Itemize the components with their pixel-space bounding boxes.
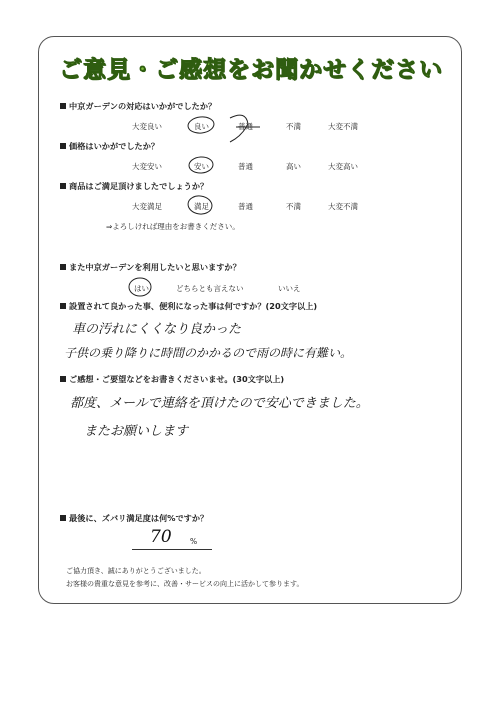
option-product-normal[interactable]: 普通 xyxy=(238,202,253,211)
option-reuse-neither[interactable]: どちらとも言えない xyxy=(176,284,244,293)
option-reuse-yes[interactable]: はい xyxy=(134,284,149,293)
question-benefit-text: 設置されて良かった事、便利になった事は何ですか？(20文字以上) xyxy=(69,301,318,311)
option-product-very-satisfied[interactable]: 大変満足 xyxy=(132,202,162,211)
footer-improvement: お客様の貴重な意見を参考に、改善・サービスの向上に活かして参ります。 xyxy=(66,580,304,588)
footer-thanks: ご協力頂き、誠にありがとうございました。 xyxy=(66,567,206,575)
option-service-good[interactable]: 良い xyxy=(194,122,209,131)
benefit-answer-line-2: 子供の乗り降りに時間のかかるので雨の時に有難い。 xyxy=(64,346,353,360)
option-price-expensive[interactable]: 高い xyxy=(286,162,301,171)
circle-mark-reuse-yes xyxy=(129,278,151,296)
option-service-normal[interactable]: 普通 xyxy=(238,122,253,131)
option-service-dissatisfied[interactable]: 不満 xyxy=(286,122,301,131)
option-service-very-good[interactable]: 大変良い xyxy=(132,122,162,131)
question-service-text: 中京ガーデンの対応はいかがでしたか？ xyxy=(69,101,217,111)
reason-note: ⇒よろしければ理由をお書きください。 xyxy=(106,222,240,231)
question-reuse-text: また中京ガーデンを利用したいと思いますか？ xyxy=(69,262,241,272)
option-service-very-dissatisfied[interactable]: 大変不満 xyxy=(328,122,358,131)
option-product-very-dissatisfied[interactable]: 大変不満 xyxy=(328,202,358,211)
question-comments-text: ご感想・ご要望などをお書きくださいませ。(30文字以上) xyxy=(69,374,285,384)
circle-mark-price-cheap xyxy=(188,156,213,174)
question-product-text: 商品はご満足頂けましたでしょうか？ xyxy=(69,181,209,191)
comments-answer-line-2: またお願いします xyxy=(84,424,189,439)
option-price-very-cheap[interactable]: 大変安い xyxy=(132,162,162,171)
survey-title: ご意見・ご感想をお聞かせください xyxy=(59,57,443,83)
option-price-very-expensive[interactable]: 大変高い xyxy=(328,162,358,171)
option-product-dissatisfied[interactable]: 不満 xyxy=(286,202,301,211)
satisfaction-answer: 70 xyxy=(150,527,172,547)
question-satisfaction-text: 最後に、ズバリ満足度は何%ですか？ xyxy=(69,513,209,523)
comments-answer-line-1: 都度、メールで連絡を頂けたので安心できました。 xyxy=(70,396,369,411)
satisfaction-unit: % xyxy=(190,537,198,546)
benefit-answer-line-1: 車の汚れにくくなり良かった xyxy=(72,322,242,337)
circle-mark-product-satisfied xyxy=(187,194,213,215)
circle-mark-service-good xyxy=(187,116,215,135)
option-reuse-no[interactable]: いいえ xyxy=(278,284,301,293)
option-price-normal[interactable]: 普通 xyxy=(238,162,253,171)
option-price-cheap[interactable]: 安い xyxy=(194,162,209,171)
check-stroke-mark xyxy=(230,115,248,142)
option-product-satisfied[interactable]: 満足 xyxy=(194,202,209,211)
question-price-text: 価格はいかがでしたか？ xyxy=(69,141,160,151)
